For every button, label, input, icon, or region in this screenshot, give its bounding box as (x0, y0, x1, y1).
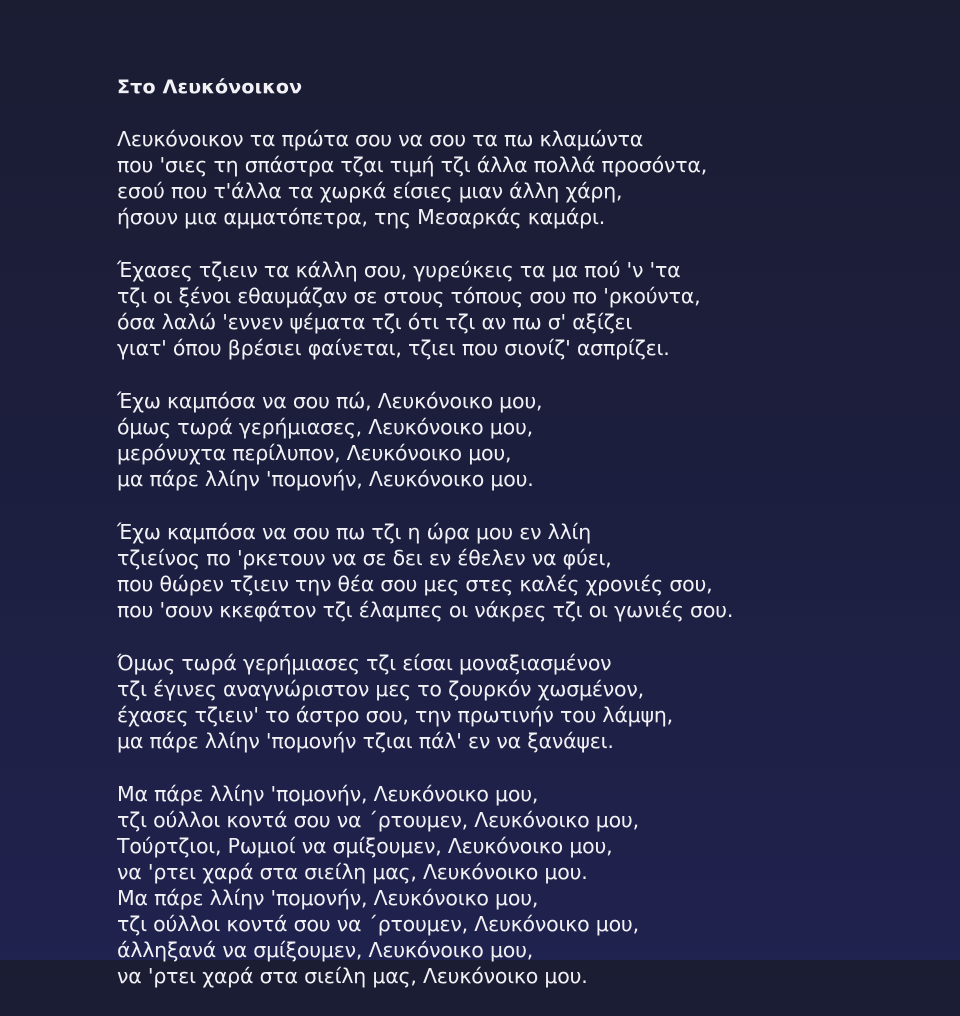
poem-line: εσού που τ'άλλα τα χωρκά είσιες μιαν άλλη χάρη, (117, 179, 623, 203)
poem-line: όμως τωρά γερήμιασες, Λευκόνοικο μου, (117, 415, 533, 439)
poem-line: που θώρεν τζιειν την θέα σου μες στες καλές χρονιές σου, (117, 572, 713, 596)
poem-line: Λευκόνοικον τα πρώτα σου να σου τα πω κλαμώντα (117, 127, 644, 151)
stanza-6 (117, 781, 917, 989)
poem-line: Μα πάρε λλίην 'πομονήν, Λευκόνοικο μου, (117, 782, 539, 806)
poem-line: Έχω καμπόσα να σου πω τζι η ώρα μου εν λλίη (117, 520, 592, 544)
poem-line: άλληξανά να σμίξουμεν, Λευκόνοικο μου, (117, 938, 534, 962)
poem-line: όσα λαλώ 'εννεν ψέματα τζι ότι τζι αν πω σ' αξίζει (117, 310, 633, 334)
poem-line: τζιείνος πο 'ρκετουν να σε δει εν έθελεν να φύει, (117, 546, 612, 570)
poem-line: Όμως τωρά γερήμιασες τζι είσαι μοναξιασμένον (117, 651, 612, 675)
poem-line: να 'ρτει χαρά στα σιείλη μας, Λευκόνοικο μου. (117, 964, 588, 988)
poem-line: Έχω καμπόσα να σου πώ, Λευκόνοικο μου, (117, 389, 543, 413)
poem-line: που 'σουν κκεφάτον τζι έλαμπες οι νάκρες τζι οι γωνιές σου. (117, 598, 734, 622)
poem-line: Έχασες τζιειν τα κάλλη σου, γυρεύκεις τα μα πού 'ν 'τα (117, 258, 681, 282)
poem-line: τζι οι ξένοι εθαυμάζαν σε στους τόπους σου πο 'ρκούντα, (117, 284, 701, 308)
poem-line: τζι ούλλοι κοντά σου να ΄ρτουμεν, Λευκόνοικο μου, (117, 912, 639, 936)
poem-title: Στο Λευκόνοικον (117, 76, 303, 98)
poem-line: Μα πάρε λλίην 'πομονήν, Λευκόνοικο μου, (117, 886, 539, 910)
poem-line: ήσουν μια αμματόπετρα, της Μεσαρκάς καμάρι. (117, 205, 606, 229)
stanza-4 (117, 519, 917, 623)
poem-line: που 'σιες τη σπάστρα τζαι τιμή τζι άλλα πολλά προσόντα, (117, 153, 708, 177)
stanza-5 (117, 650, 917, 754)
poem (117, 74, 917, 1016)
poem-line: να 'ρτει χαρά στα σιείλη μας, Λευκόνοικο μου. (117, 860, 588, 884)
stanza-1 (117, 126, 917, 230)
poem-line: μα πάρε λλίην 'πομονήν, Λευκόνοικο μου. (117, 467, 534, 491)
poem-line: γιατ' όπου βρέσιει φαίνεται, τζιει που σιονίζ' ασπρίζει. (117, 336, 670, 360)
poem-line: Τούρτζιοι, Ρωμιοί να σμίξουμεν, Λευκόνοικο μου, (117, 834, 613, 858)
poem-line: μερόνυχτα περίλυπον, Λευκόνοικο μου, (117, 441, 512, 465)
stanza-2 (117, 257, 917, 361)
poem-line: τζι ούλλοι κοντά σου να ΄ρτουμεν, Λευκόνοικο μου, (117, 808, 639, 832)
poem-line: μα πάρε λλίην 'πομονήν τζιαι πάλ' εν να ξανάψει. (117, 729, 614, 753)
poem-line: τζι έγινες αναγνώριστον μες το ζουρκόν χωσμένον, (117, 677, 644, 701)
stanza-3 (117, 388, 917, 492)
poem-line: έχασες τζιειν' το άστρο σου, την πρωτινήν του λάμψη, (117, 703, 673, 727)
